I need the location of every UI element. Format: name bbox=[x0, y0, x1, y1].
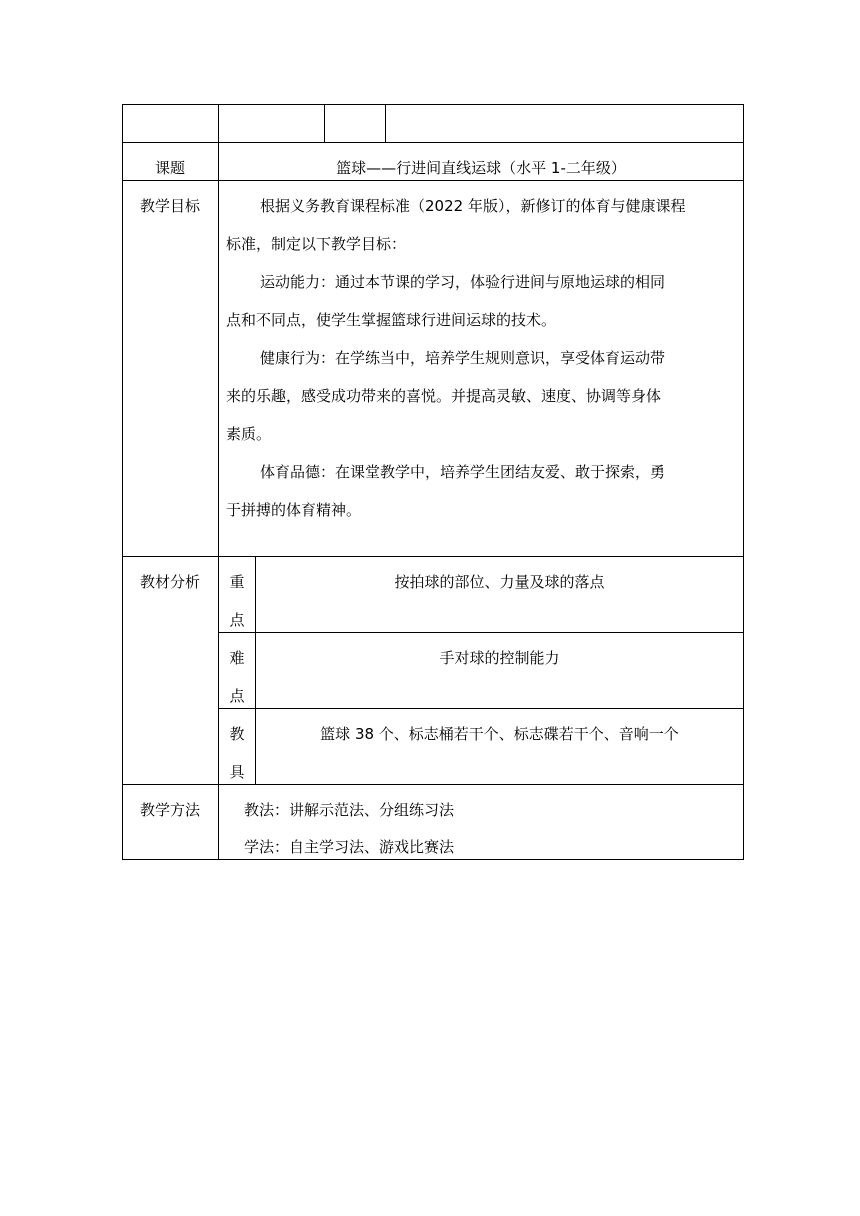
objectives-label: 教学目标 bbox=[139, 197, 200, 215]
equipment-label: 具 bbox=[229, 763, 245, 781]
header-cell-divider bbox=[324, 104, 325, 142]
difficulty-value: 手对球的控制能力 bbox=[439, 649, 560, 667]
topic-value: 篮球——行进间直线运球（水平 1-二年级） bbox=[336, 159, 626, 177]
table-border-top bbox=[122, 104, 744, 105]
key-point-label: 重 bbox=[229, 573, 245, 591]
learning-method: 学法：自主学习法、游戏比赛法 bbox=[244, 838, 455, 856]
row-divider bbox=[218, 708, 744, 709]
difficulty-label: 难 bbox=[229, 649, 245, 667]
topic-label: 课题 bbox=[154, 159, 185, 177]
table-border-right bbox=[743, 104, 744, 860]
objectives-line: 体育品德：在课堂教学中，培养学生团结友爱、敢于探索，勇 bbox=[260, 463, 666, 481]
objectives-line: 于拼搏的体育精神。 bbox=[226, 501, 362, 519]
teaching-method: 教法：讲解示范法、分组练习法 bbox=[244, 801, 455, 819]
header-cell-divider bbox=[385, 104, 386, 142]
objectives-line: 点和不同点，使学生掌握篮球行进间运球的技术。 bbox=[226, 311, 557, 329]
row-divider bbox=[122, 142, 744, 143]
methods-label: 教学方法 bbox=[139, 801, 200, 819]
row-divider bbox=[218, 632, 744, 633]
difficulty-label: 点 bbox=[229, 687, 245, 705]
key-point-value: 按拍球的部位、力量及球的落点 bbox=[394, 573, 605, 591]
equipment-value: 篮球 38 个、标志桶若干个、标志碟若干个、音响一个 bbox=[320, 725, 679, 743]
objectives-line: 根据义务教育课程标准（2022 年版），新修订的体育与健康课程 bbox=[260, 197, 686, 215]
objectives-line: 标准，制定以下教学目标： bbox=[226, 235, 407, 253]
objectives-line: 素质。 bbox=[226, 425, 272, 443]
objectives-line: 健康行为：在学练当中，培养学生规则意识，享受体育运动带 bbox=[260, 349, 666, 367]
row-divider bbox=[122, 180, 744, 181]
row-divider bbox=[122, 784, 744, 785]
table-border-left bbox=[122, 104, 123, 860]
objectives-line: 运动能力：通过本节课的学习，体验行进间与原地运球的相同 bbox=[260, 273, 666, 291]
key-point-label: 点 bbox=[229, 611, 245, 629]
objectives-text bbox=[226, 187, 738, 529]
equipment-label: 教 bbox=[229, 725, 245, 743]
label-column-divider bbox=[218, 104, 219, 860]
table-border-bottom bbox=[122, 859, 744, 860]
row-divider bbox=[122, 556, 744, 557]
objectives-line: 来的乐趣，感受成功带来的喜悦。并提高灵敏、速度、协调等身体 bbox=[226, 387, 662, 405]
material-analysis-label: 教材分析 bbox=[139, 573, 200, 591]
